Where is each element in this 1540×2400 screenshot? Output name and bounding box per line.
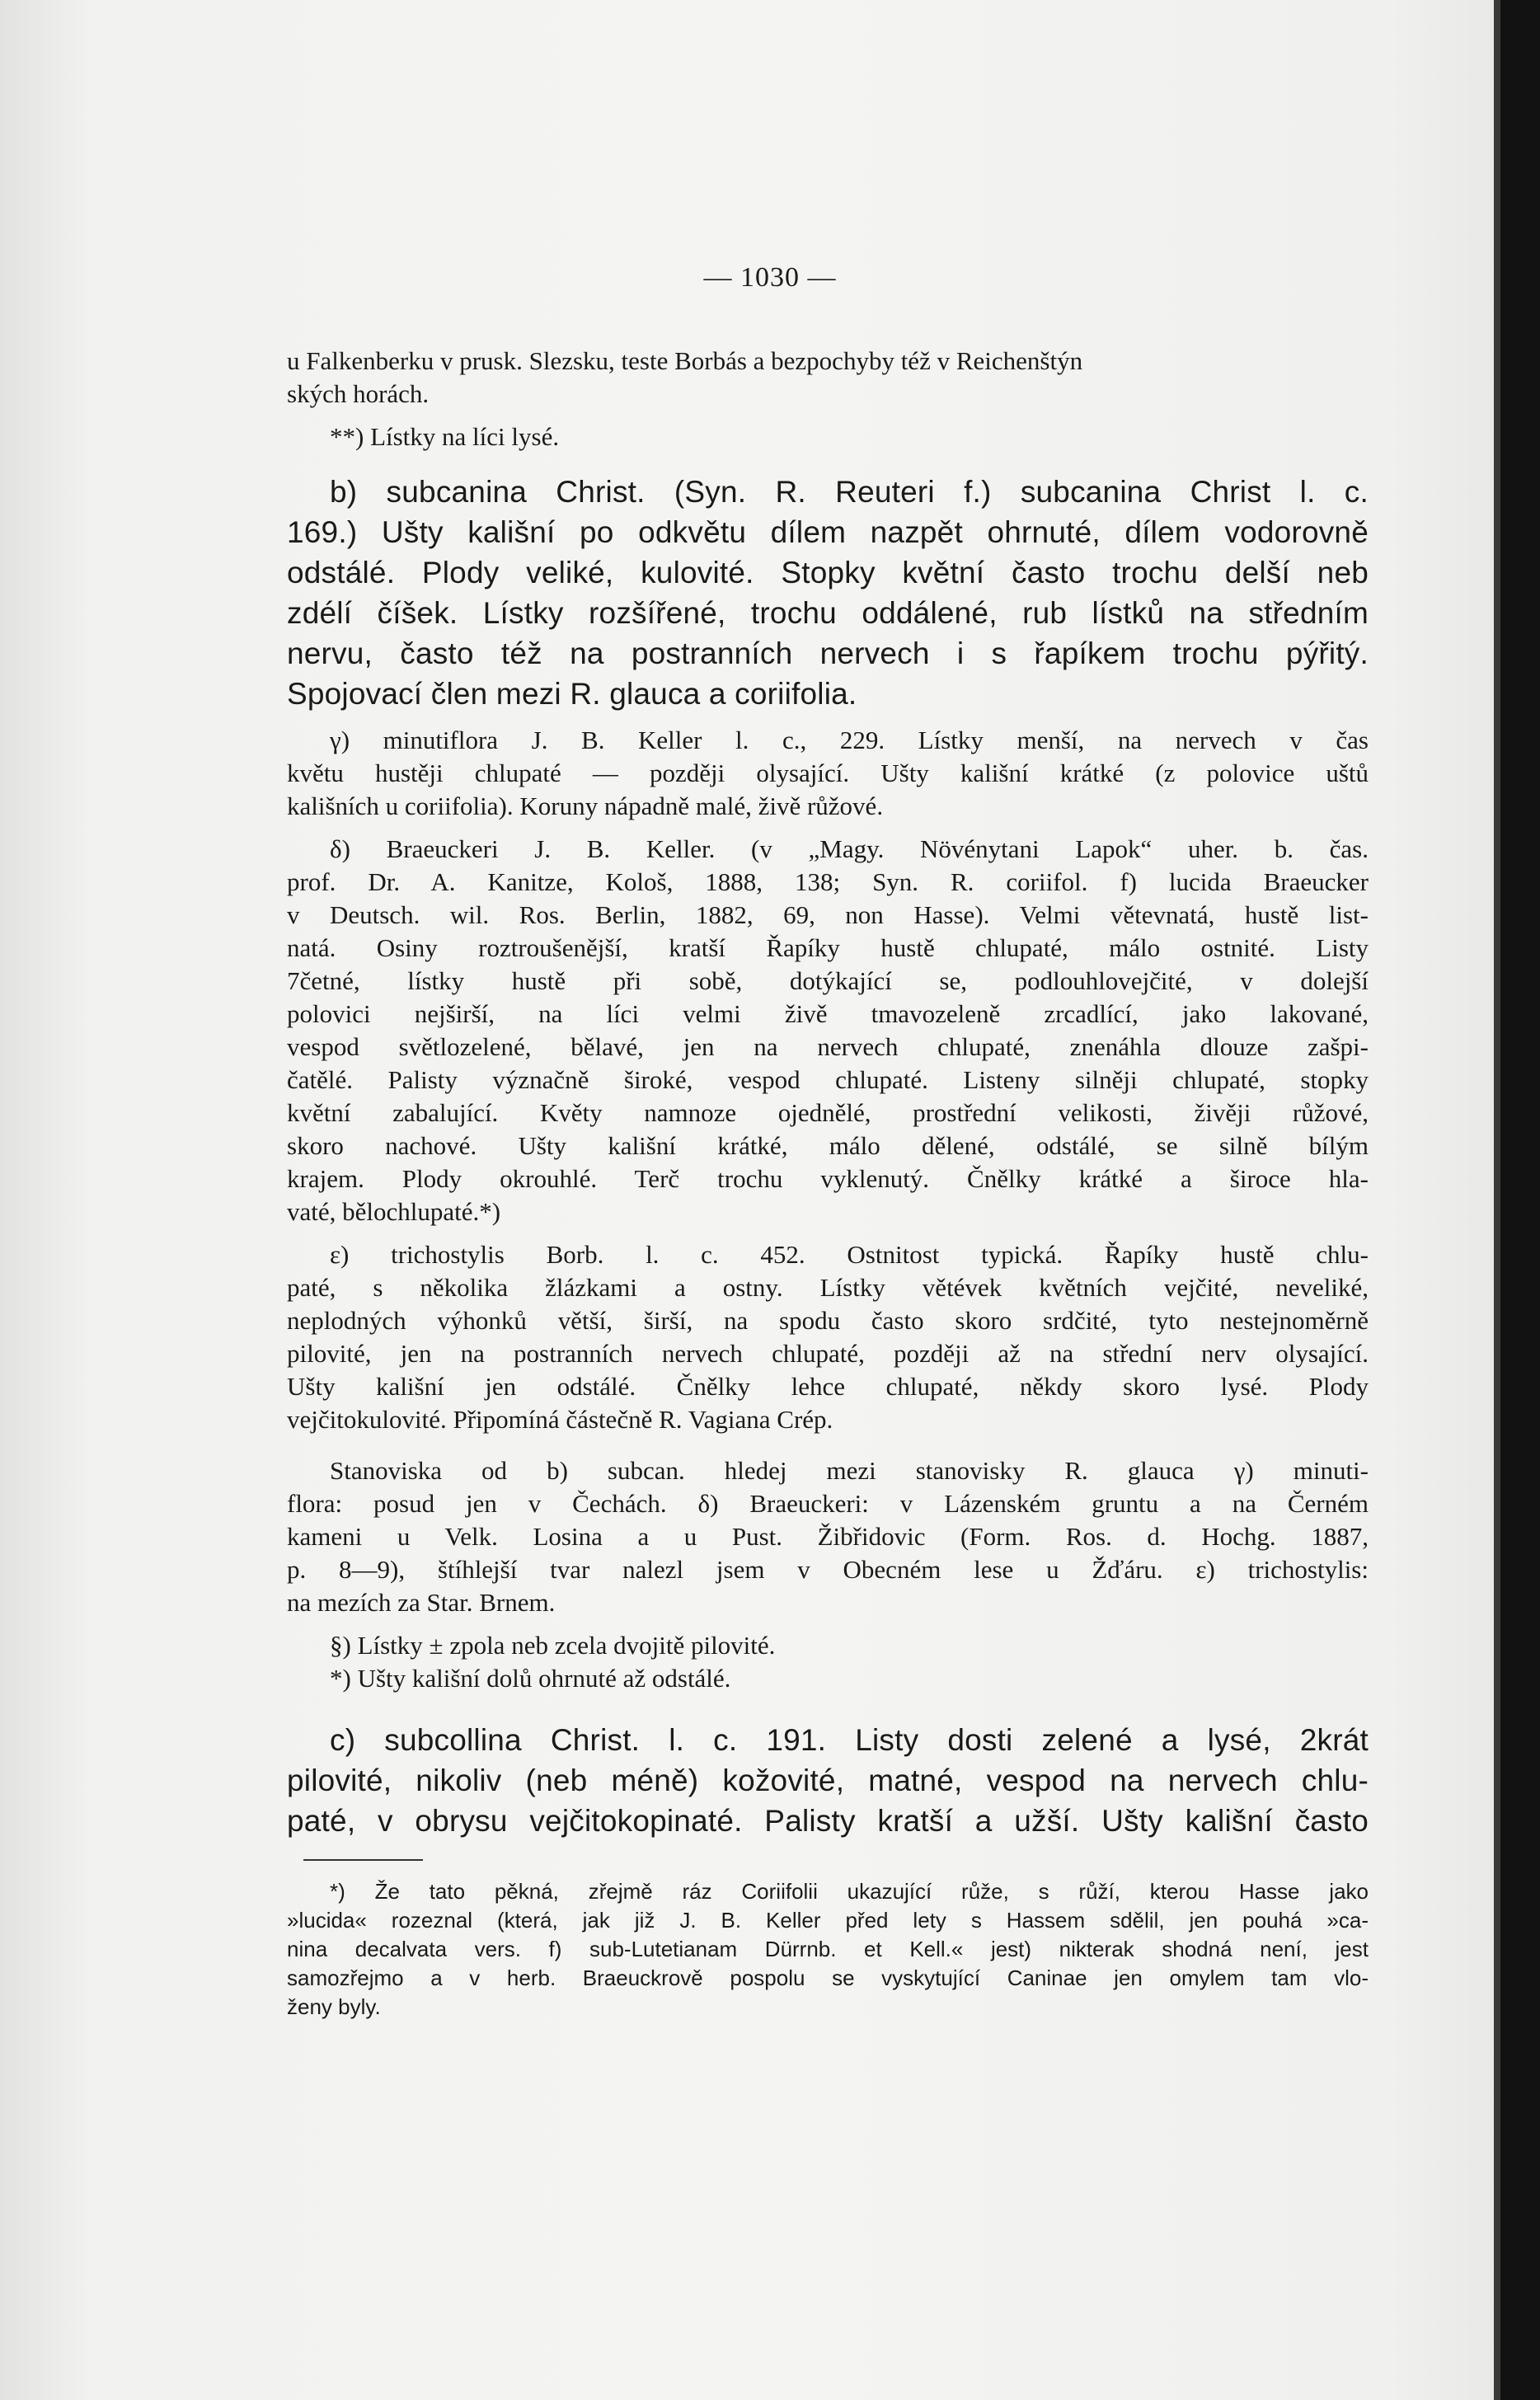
footnote-line: *) Že tato pěkná, zřejmě ráz Coriifolii ukazující růže, s růží, kterou Hasse jako [330,1879,1369,1904]
text-line: kališních u coriifolia). Koruny nápadně malé, živě růžové. [287,791,884,820]
scan-border [1494,0,1540,2400]
section-heading-subcanina: b) subcanina Christ. (Syn. R. Reuteri f.) subcanina Christ l. c. [330,475,1369,509]
text-line: pilovité, jen na postranních nervech chlupaté, později až na střední nerv olysající. [287,1339,1369,1368]
variety-minutiflora: γ) minutiflora J. B. Keller l. c., 229. Lístky menší, na nervech v čas [330,726,1369,754]
text-line: zdélí číšek. Lístky rozšířené, trochu oddálené, rub lístků na středním [287,596,1369,630]
text-line: 169.) Ušty kališní po odkvětu dílem nazpět ohrnuté, dílem vodorovně [287,515,1369,549]
variety-trichostylis: ε) trichostylis Borb. l. c. 452. Ostnitost typická. Řapíky hustě chlu- [330,1240,1369,1269]
text-line: polovici nejširší, na líci velmi živě tmavozeleně zrcadlící, jako lakované, [287,999,1369,1028]
text-line: vespod světlozelené, bělavé, jen na nervech chlupaté, znenáhla dlouze zašpi- [287,1032,1369,1061]
text-line: vaté, bělochlupaté.*) [287,1197,501,1226]
text-line: čatělé. Palisty význačně široké, vespod chlupaté. Listeny silněji chlupaté, stopky [287,1065,1369,1094]
text-line: p. 8—9), štíhlejší tvar nalezl jsem v Obecném lese u Žďáru. ε) trichostylis: [287,1555,1369,1584]
key-line: §) Lístky ± zpola neb zcela dvojitě pilovité. [330,1631,776,1660]
footnote-line: nina decalvata vers. f) sub-Lutetianam Dürrnb. et Kell.« jest) nikterak shodná není, jest [287,1937,1369,1961]
text-line: pilovité, nikoliv (neb méně) kožovité, matné, vespod na nervech chlu- [287,1764,1369,1797]
text-line: na mezích za Star. Brnem. [287,1588,556,1617]
footnote-line: ženy byly. [287,1994,381,2019]
text-line: prof. Dr. A. Kanitze, Kološ, 1888, 138; Syn. R. coriifol. f) lucida Braeucker [287,867,1369,896]
text-line: 7četné, lístky hustě při sobě, dotýkající se, podlouhlovejčité, v dolejší [287,966,1369,995]
footnote-divider [303,1859,423,1861]
footnote-line: »lucida« rozeznal (která, jak již J. B. Keller před lety s Hassem sdělil, jen pouhá »ca- [287,1908,1369,1933]
text-line: vejčitokulovité. Připomíná částečně R. Vagiana Crép. [287,1405,833,1434]
text-line: neplodných výhonků větší, širší, na spodu často skoro srdčité, tyto nestejnoměrně [287,1306,1369,1335]
text-line: květní zabalující. Květy namnoze ojednělé, prostřední velikosti, živěji růžové, [287,1098,1369,1127]
text-line: skoro nachové. Ušty kališní krátké, málo dělené, odstálé, se silně bílým [287,1131,1369,1160]
text-line: odstálé. Plody veliké, kulovité. Stopky květní často trochu delší neb [287,556,1369,589]
text-line: natá. Osiny roztroušenější, kratší Řapíky hustě chlupaté, málo ostnité. Listy [287,933,1369,962]
key-line: *) Ušty kališní dolů ohrnuté až odstálé. [330,1664,731,1693]
text-line: nervu, často též na postranních nervech i s řapíkem trochu pýřitý. [287,636,1369,670]
page-number: — 1030 — [703,262,837,293]
text-line: krajem. Plody okrouhlé. Terč trochu vyklenutý. Čnělky krátké a široce hla- [287,1164,1369,1193]
section-heading-subcollina: c) subcollina Christ. l. c. 191. Listy dosti zelené a lysé, 2krát [330,1723,1369,1757]
footnote-marker-line: **) Lístky na líci lysé. [330,422,560,451]
text-line: kameni u Velk. Losina a u Pust. Žibřidovic (Form. Ros. d. Hochg. 1887, [287,1522,1369,1551]
localities-paragraph: Stanoviska od b) subcan. hledej mezi stanovisky R. glauca γ) minuti- [330,1456,1369,1485]
text-line: květu hustěji chlupaté — později olysající. Ušty kališní krátké (z polovice uštů [287,759,1369,787]
text-line: paté, s několika žlázkami a ostny. Lístky větévek květních vejčité, neveliké, [287,1273,1369,1302]
variety-braeuckeri: δ) Braeuckeri J. B. Keller. (v „Magy. Növénytani Lapok“ uher. b. čas. [330,834,1369,863]
text-line: Spojovací člen mezi R. glauca a coriifolia. [287,677,857,711]
text-line: v Deutsch. wil. Ros. Berlin, 1882, 69, non Hasse). Velmi větevnatá, hustě list- [287,900,1369,929]
footnote-line: samozřejmo a v herb. Braeuckrově pospolu se vyskytující Caninae jen omylem tam vlo- [287,1966,1369,1990]
text-line: Ušty kališní jen odstálé. Čnělky lehce chlupaté, někdy skoro lysé. Plody [287,1372,1369,1401]
text-line: flora: posud jen v Čechách. δ) Braeuckeri: v Lázenském gruntu a na Černém [287,1489,1369,1518]
text-line: ských horách. [287,379,430,408]
text-line: paté, v obrysu vejčitokopinaté. Palisty kratší a užší. Ušty kališní často [287,1804,1369,1838]
footnote [287,1877,1369,2022]
text-line: u Falkenberku v prusk. Slezsku, teste Borbás a bezpochyby též v Reichenštýn [287,346,1083,375]
page-body [287,345,1369,2022]
